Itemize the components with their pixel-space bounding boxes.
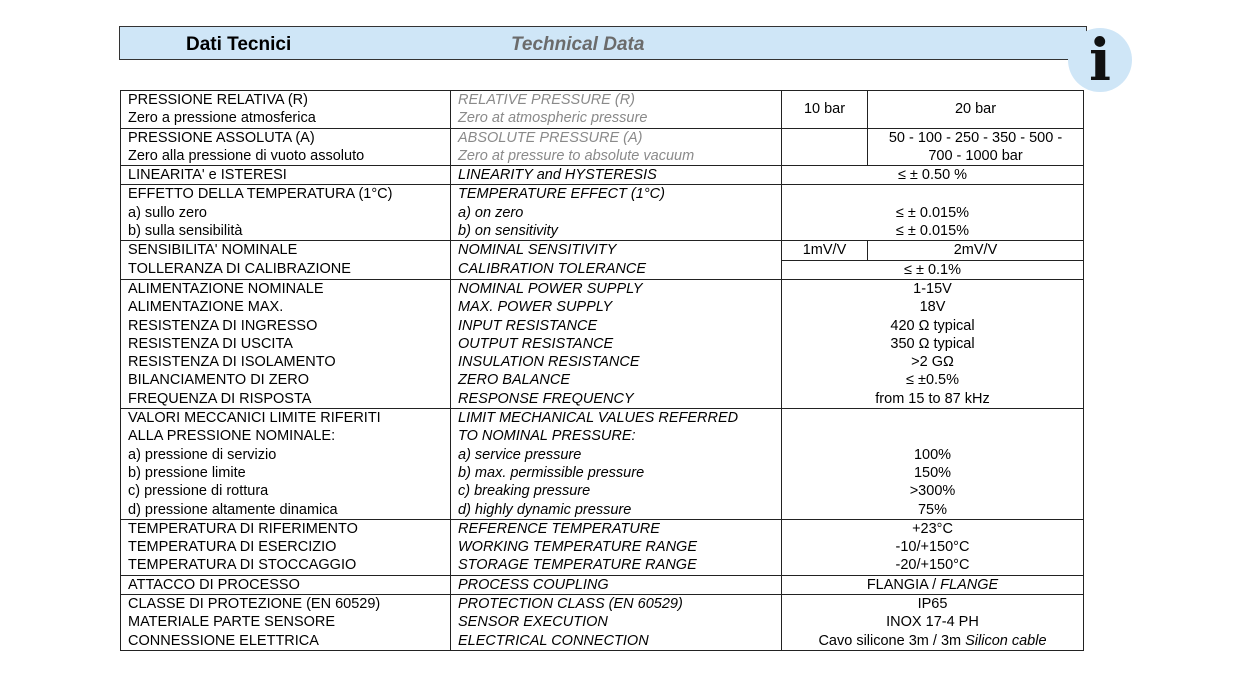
label: RESISTENZA DI ISOLAMENTO xyxy=(128,354,336,371)
label: Zero alla pressione di vuoto assoluto xyxy=(128,147,365,164)
value: 50 - 100 - 250 - 350 - 500 - xyxy=(888,129,1063,146)
label: ZERO BALANCE xyxy=(458,372,570,389)
cell-it xyxy=(121,128,451,166)
label: FREQUENZA DI RISPOSTA xyxy=(128,390,312,407)
label: BILANCIAMENTO DI ZERO xyxy=(128,372,310,389)
row-linearity xyxy=(121,166,1084,185)
value-protection xyxy=(782,595,1084,651)
value: -20/+150°C xyxy=(895,557,970,574)
value: +23°C xyxy=(912,520,953,537)
label: d) pressione altamente dinamica xyxy=(128,501,338,518)
cell-en xyxy=(451,91,782,129)
row-process-coupling xyxy=(121,575,1084,594)
label: TEMPERATURE EFFECT (1°C) xyxy=(458,186,665,203)
cell-it xyxy=(121,91,451,129)
row-temperature-effect xyxy=(121,185,1084,241)
row-mechanical-limits xyxy=(121,409,1084,520)
label: EFFETTO DELLA TEMPERATURA (1°C) xyxy=(128,186,393,203)
label: LIMIT MECHANICAL VALUES REFERRED xyxy=(458,410,739,427)
row-relative-pressure xyxy=(121,91,1084,129)
value-cable xyxy=(782,632,1083,650)
value: 18V xyxy=(919,299,946,316)
label: NOMINAL SENSITIVITY xyxy=(458,242,617,259)
value: ≤ ±0.5% xyxy=(906,372,959,389)
value xyxy=(782,185,1083,203)
label: RESPONSE FREQUENCY xyxy=(458,390,634,407)
cell-it xyxy=(121,185,451,241)
value-electrical xyxy=(782,279,1084,408)
cell-it xyxy=(121,241,451,280)
label: PROTECTION CLASS (EN 60529) xyxy=(458,596,683,613)
value-en: FLANGE xyxy=(940,576,999,593)
label: a) on zero xyxy=(458,204,524,221)
label: ALIMENTAZIONE NOMINALE xyxy=(128,280,324,297)
value-coupling xyxy=(782,575,1084,594)
value xyxy=(782,427,1083,445)
label: WORKING TEMPERATURE RANGE xyxy=(458,539,697,556)
value: INOX 17-4 PH xyxy=(886,614,979,631)
label: a) pressione di servizio xyxy=(128,446,277,463)
value: IP65 xyxy=(917,596,948,613)
row-temperatures xyxy=(121,519,1084,575)
value-20-bar: 20 bar xyxy=(868,91,1084,129)
label: ALLA PRESSIONE NOMINALE: xyxy=(128,428,336,445)
label: CONNESSIONE ELETTRICA xyxy=(128,632,319,649)
label: b) max. permissible pressure xyxy=(458,464,645,481)
value: ≤ ± 0.015% xyxy=(895,223,970,240)
cell-it xyxy=(121,595,451,651)
label: Zero at pressure to absolute vacuum xyxy=(458,147,695,164)
label: PRESSIONE ASSOLUTA (A) xyxy=(128,129,315,146)
value-empty xyxy=(782,128,868,166)
cable-it: Cavo silicone 3m / 3m xyxy=(818,632,966,649)
label: SENSOR EXECUTION xyxy=(458,614,608,631)
label: MAX. POWER SUPPLY xyxy=(458,299,613,316)
label: a) sullo zero xyxy=(128,204,207,221)
title-english: Technical Data xyxy=(511,34,645,55)
value: 75% xyxy=(917,501,948,518)
cell-en xyxy=(451,185,782,241)
label: c) breaking pressure xyxy=(458,483,591,500)
label: Zero a pressione atmosferica xyxy=(128,110,316,127)
row-sensitivity xyxy=(121,241,1084,260)
label: INPUT RESISTANCE xyxy=(458,317,598,334)
label: REFERENCE TEMPERATURE xyxy=(458,520,660,537)
cell-it: ATTACCO DI PROCESSO xyxy=(121,575,451,594)
label: Zero at atmospheric pressure xyxy=(458,110,648,127)
label: a) service pressure xyxy=(458,446,582,463)
label: d) highly dynamic pressure xyxy=(458,501,632,518)
value-linearity: ≤ ± 0.50 % xyxy=(782,166,1084,185)
value: from 15 to 87 kHz xyxy=(875,390,990,407)
cell-it xyxy=(121,279,451,408)
cell-en xyxy=(451,595,782,651)
value: 100% xyxy=(913,446,952,463)
spec-table xyxy=(120,90,1084,651)
cell-it xyxy=(121,409,451,520)
value-it: FLANGIA / xyxy=(866,576,941,593)
value xyxy=(782,409,1083,427)
value: 700 - 1000 bar xyxy=(928,147,1023,164)
label: TEMPERATURA DI RIFERIMENTO xyxy=(128,520,358,537)
value-absolute-ranges xyxy=(868,128,1084,166)
label: RELATIVE PRESSURE (R) xyxy=(458,92,635,108)
label: CLASSE DI PROTEZIONE (EN 60529) xyxy=(128,596,381,613)
value: >2 GΩ xyxy=(911,354,954,371)
label: b) pressione limite xyxy=(128,464,246,481)
label: INSULATION RESISTANCE xyxy=(458,354,640,371)
label: PRESSIONE RELATIVA (R) xyxy=(128,92,308,108)
value-1mv: 1mV/V xyxy=(782,241,868,260)
value-temperatures xyxy=(782,519,1084,575)
cell-en xyxy=(451,279,782,408)
value: -10/+150°C xyxy=(895,539,970,556)
value-calibration-tolerance: ≤ ± 0.1% xyxy=(782,260,1084,279)
info-glyph: i xyxy=(1088,26,1112,94)
cable-en: Silicon cable xyxy=(965,632,1047,649)
cell-it: LINEARITA' e ISTERESI xyxy=(121,166,451,185)
label: VALORI MECCANICI LIMITE RIFERITI xyxy=(128,410,381,427)
value: >300% xyxy=(909,483,956,500)
cell-it xyxy=(121,519,451,575)
label: MATERIALE PARTE SENSORE xyxy=(128,614,336,631)
cell-en: PROCESS COUPLING xyxy=(451,575,782,594)
label: SENSIBILITA' NOMINALE xyxy=(128,242,298,259)
label: TEMPERATURA DI ESERCIZIO xyxy=(128,539,337,556)
label: CALIBRATION TOLERANCE xyxy=(458,260,647,277)
cell-en xyxy=(451,519,782,575)
value-2mv: 2mV/V xyxy=(868,241,1084,260)
label: NOMINAL POWER SUPPLY xyxy=(458,280,643,297)
label: b) sulla sensibilità xyxy=(128,223,243,240)
cell-en xyxy=(451,241,782,280)
value: 150% xyxy=(913,464,952,481)
label: ABSOLUTE PRESSURE (A) xyxy=(458,129,643,146)
header-bar xyxy=(119,26,1087,60)
value-mechanical xyxy=(782,409,1084,520)
cell-en xyxy=(451,128,782,166)
label: OUTPUT RESISTANCE xyxy=(458,335,614,352)
row-absolute-pressure xyxy=(121,128,1084,166)
label: ELECTRICAL CONNECTION xyxy=(458,632,649,649)
label: RESISTENZA DI USCITA xyxy=(128,335,293,352)
label: TEMPERATURA DI STOCCAGGIO xyxy=(128,557,357,574)
info-icon xyxy=(1068,28,1132,92)
label: RESISTENZA DI INGRESSO xyxy=(128,317,318,334)
value-10-bar: 10 bar xyxy=(782,91,868,129)
row-protection xyxy=(121,595,1084,651)
value: 1-15V xyxy=(913,280,952,297)
value: ≤ ± 0.015% xyxy=(895,204,970,221)
label: c) pressione di rottura xyxy=(128,483,269,500)
cell-en xyxy=(451,409,782,520)
row-electrical xyxy=(121,279,1084,408)
label: b) on sensitivity xyxy=(458,223,558,240)
label: TOLLERANZA DI CALIBRAZIONE xyxy=(128,260,351,277)
cell-en: LINEARITY and HYSTERESIS xyxy=(451,166,782,185)
value: 350 Ω typical xyxy=(890,335,975,352)
label: TO NOMINAL PRESSURE: xyxy=(458,428,636,445)
label: STORAGE TEMPERATURE RANGE xyxy=(458,557,697,574)
label: ALIMENTAZIONE MAX. xyxy=(128,299,284,316)
value-temperature-effect xyxy=(782,185,1084,241)
value: 420 Ω typical xyxy=(890,317,975,334)
title-italian: Dati Tecnici xyxy=(186,34,292,55)
